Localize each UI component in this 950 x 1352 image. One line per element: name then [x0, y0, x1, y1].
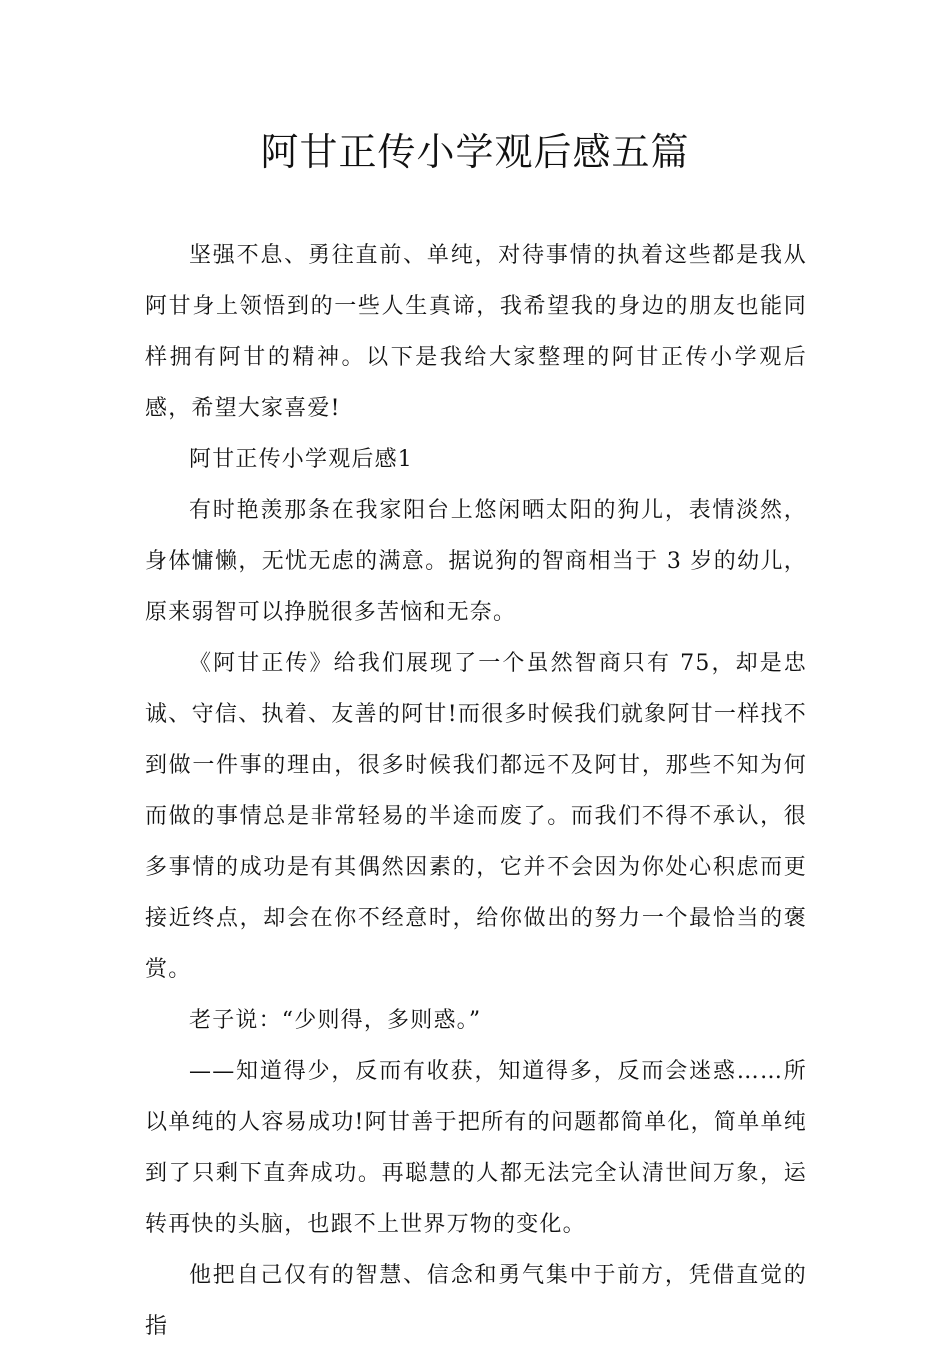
- paragraph: ——知道得少，反而有收获，知道得多，反而会迷惑……所以单纯的人容易成功!阿甘善于把所有的问题都简单化，简单单纯到了只剩下直奔成功。再聪慧的人都无法完全认清世间万象，运转再快的头脑，也跟不上世界万物的变化。: [145, 1059, 807, 1237]
- document-body: [145, 230, 807, 1352]
- paragraph-intro: 坚强不息、勇往直前、单纯，对待事情的执着这些都是我从阿甘身上领悟到的一些人生真谛，我希望我的身边的朋友也能同样拥有阿甘的精神。以下是我给大家整理的阿甘正传小学观后感，希望大家喜爱!: [145, 243, 807, 421]
- paragraph: 他把自己仅有的智慧、信念和勇气集中于前方，凭借直觉的指: [145, 1263, 807, 1339]
- paragraph: 有时艳羡那条在我家阳台上悠闲晒太阳的狗儿，表情淡然，身体慵懒，无忧无虑的满意。据说狗的智商相当于 3 岁的幼儿，原来弱智可以挣脱很多苦恼和无奈。: [145, 498, 807, 625]
- section-heading: 阿甘正传小学观后感1: [189, 447, 413, 472]
- paragraph-quote: 老子说：“少则得，多则惑。”: [189, 1008, 482, 1033]
- paragraph: 《阿甘正传》给我们展现了一个虽然智商只有 75，却是忠诚、守信、执着、友善的阿甘!而很多时候我们就象阿甘一样找不到做一件事的理由，很多时候我们都远不及阿甘，那些不知为何而做的事情总是非常轻易的半途而废了。而我们不得不承认，很多事情的成功是有其偶然因素的，它并不会因为你处心积虑而更接近终点，却会在你不经意时，给你做出的努力一个最恰当的褒赏。: [145, 651, 807, 982]
- document-title: 阿甘正传小学观后感五篇: [260, 130, 690, 174]
